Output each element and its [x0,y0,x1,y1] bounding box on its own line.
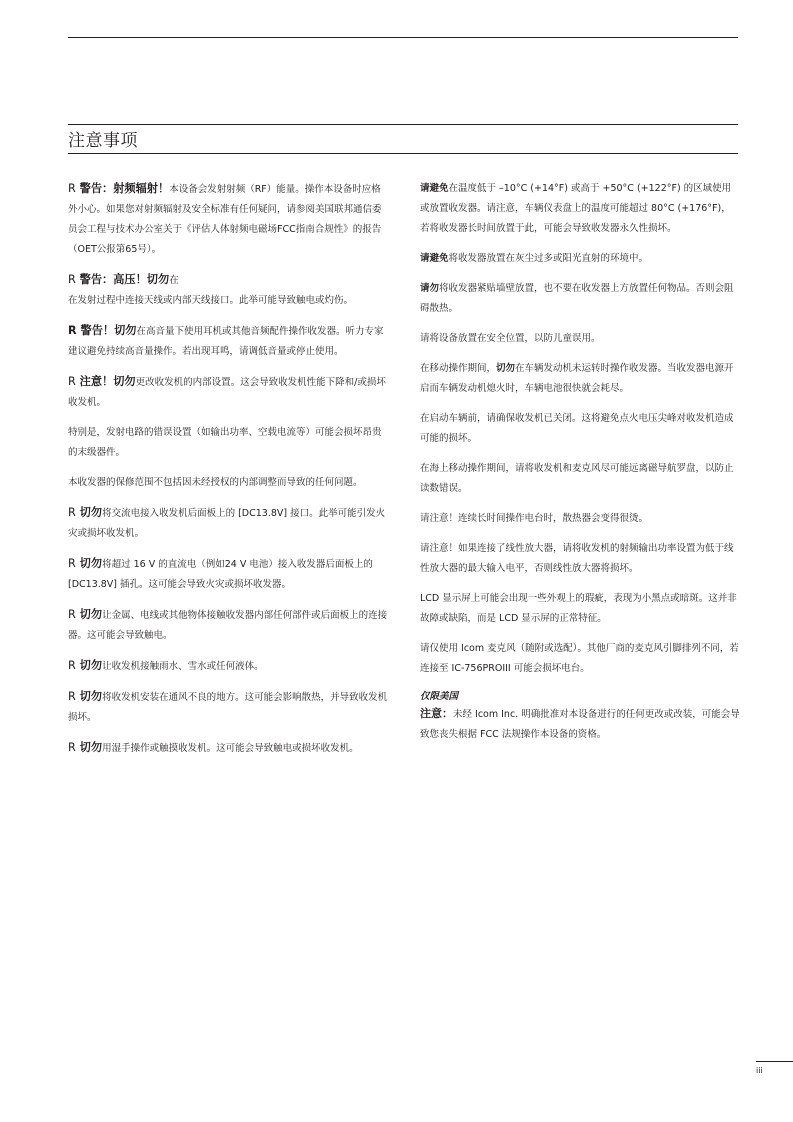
paragraph-marine-compass: 在海上移动操作期间，请将收发机和麦克风尽可能远离磁导航罗盘，以防止读数错误。 [420,463,734,494]
paragraph-lead: 切勿 [75,659,103,672]
paragraph-heatsink: 请注意！连续长时间操作电台时，散热器会变得很烫。 [420,513,649,524]
caution-internal-settings [68,372,388,413]
paragraph-lead: 切勿 [75,741,103,754]
paragraph-lcd: LCD 显示屏上可能会出现一些外观上的瑕疵，表现为小黑点或暗斑。这并非故障或缺陷，而是 LCD 显示屏的正常特征。 [420,593,737,624]
page-number: iii [756,1066,763,1075]
warning-high-voltage [68,270,388,311]
paragraph-text: 本设备会发射射频（RF）能量。操作本设备时应格外小心。如果您对射频辐射及安全标准有任何疑问，请参阅美国联邦通信委员会工程与技术办公室关于《评估人体射频电磁场FCC指南合规性》的报告（OET公报第65号）。 [68,184,382,255]
r-marker: R [68,375,76,388]
paragraph-text: 在发射过程中连接天线或内部天线接口。此举可能导致触电或灼伤。 [68,295,354,306]
paragraph-text: 在高音量下使用耳机或其他音频配件操作收发器。听力专家建议避免持续高音量操作。若出现耳鸣，请调低音量或停止使用。 [68,326,384,357]
r-marker: R [68,608,76,621]
paragraph-lead: 请避免 [420,183,449,194]
paragraph-microphone: 请仅使用 Icom 麦克风（随附或选配）。其他厂商的麦克风引脚排列不同，若连接至 IC-756PROIII 可能会损坏电台。 [420,643,739,674]
note-text: 未经 Icom Inc. 明确批准对本设备进行的任何更改或改装，可能会导致您丧失根据 FCC 法规操作本设备的资格。 [420,709,740,740]
paragraph-linear-amp: 请注意！如果连接了线性放大器，请将收发机的射频输出功率设置为低于线性放大器的最大输入电平，否则线性放大器将损坏。 [420,543,734,574]
warning-rf-radiation [68,179,388,260]
note-heading: 仅限美国 [420,691,459,702]
never-over-16v [68,554,388,595]
paragraph-text: 在车辆发动机未运转时操作收发器。当收发器电源开启而车辆发动机熄火时，车辆电池很快就会耗尽。 [420,363,734,394]
paragraph-text: 将收发器紧贴墙壁放置，也不要在收发器上方放置任何物品。否则会阻碍散热。 [420,283,734,314]
paragraph-text: 让金属、电线或其他物体接触收发器内部任何部件或后面板上的连接器。这可能会导致触电。 [68,610,388,641]
section-bottom-rule [68,153,738,154]
paragraph-lead: 警告：高压！切勿 [75,273,170,286]
paragraph-text-inline: 在 [169,275,179,286]
paragraph-lead: 请避免 [420,253,449,264]
r-marker: R [68,659,76,672]
paragraph-text: 让收发机接触雨水、雪水或任何液体。 [102,661,264,672]
r-marker: R [68,182,76,195]
never-ac-power [68,503,388,544]
paragraph-text: 在温度低于 –10°C (+14°F) 或高于 +50°C (+122°F) 的区域使用或放置收发器。请注意，车辆仪表盘上的温度可能超过 80°C (+176°F)，若将收发器长时间放置于此，可能会导致收发器永久性损坏。 [420,183,732,234]
never-liquids [68,656,388,677]
section-title: 注意事项 [68,131,138,151]
paragraph-ignition: 在启动车辆前，请确保收发机已关闭。这将避免点火电压尖峰对收发机造成可能的损坏。 [420,413,734,444]
paragraph-lead: 警告：射频辐射！ [75,182,170,195]
paragraph-transmit-settings: 特别是，发射电路的错误设置（如输出功率、空载电流等）可能会损坏昂贵的末级器件。 [68,427,382,458]
paragraph-lead: 切勿 [75,557,103,570]
r-marker: R [68,690,76,703]
never-wet-hands [68,738,388,759]
paragraph-text: 将超过 16 V 的直流电（例如24 V 电池）接入收发器后面板上的 [DC13.8V] 插孔。这可能会导致火灾或损坏收发器。 [68,559,373,590]
paragraph-child-safety: 请将设备放置在安全位置，以防儿童误用。 [420,333,601,344]
mobile-engine-off [420,359,740,399]
r-marker: R [68,273,76,286]
avoid-temperature [420,179,740,239]
paragraph-lead: 切勿 [496,363,516,374]
page-number-rule [756,1061,793,1062]
note-lead: 注意： [420,707,453,720]
paragraph-warranty: 本收发器的保修范围不包括因未经授权的内部调整而导致的任何问题。 [68,477,363,488]
paragraph-lead: 切勿 [75,506,103,519]
do-not-block-heat [420,279,740,319]
avoid-dust-sunlight [420,249,740,269]
never-poor-ventilation [68,687,388,728]
r-marker: R [68,557,76,570]
r-marker: R [68,506,76,519]
never-metal-objects [68,605,388,646]
left-column [68,179,388,769]
paragraph-lead: 切勿 [75,608,103,621]
top-rule [68,37,738,38]
paragraph-text: 将收发器放置在灰尘过多或阳光直射的环境中。 [448,253,649,264]
warning-headphones [68,321,388,362]
paragraph-text: 将交流电接入收发机后面板上的 [DC13.8V] 接口。此举可能引发火灾或损坏收发机。 [68,508,386,539]
paragraph-lead: 切勿 [75,690,103,703]
fcc-note [420,689,740,745]
right-column [420,179,740,755]
paragraph-lead: 请勿 [420,283,440,294]
section-top-rule [68,124,738,125]
paragraph-lead: R 警告！切勿 [68,324,137,337]
r-marker: R [68,741,76,754]
paragraph-lead: 注意！切勿 [75,375,136,388]
paragraph-pre: 在移动操作期间， [420,363,497,374]
paragraph-text: 将收发机安装在通风不良的地方。这可能会影响散热，并导致收发机损坏。 [68,692,388,723]
paragraph-text: 用湿手操作或触摸收发机。这可能会导致触电或损坏收发机。 [102,743,359,754]
paragraph-text: 更改收发机的内部设置。这会导致收发机性能下降和/或损坏收发机。 [68,377,386,408]
